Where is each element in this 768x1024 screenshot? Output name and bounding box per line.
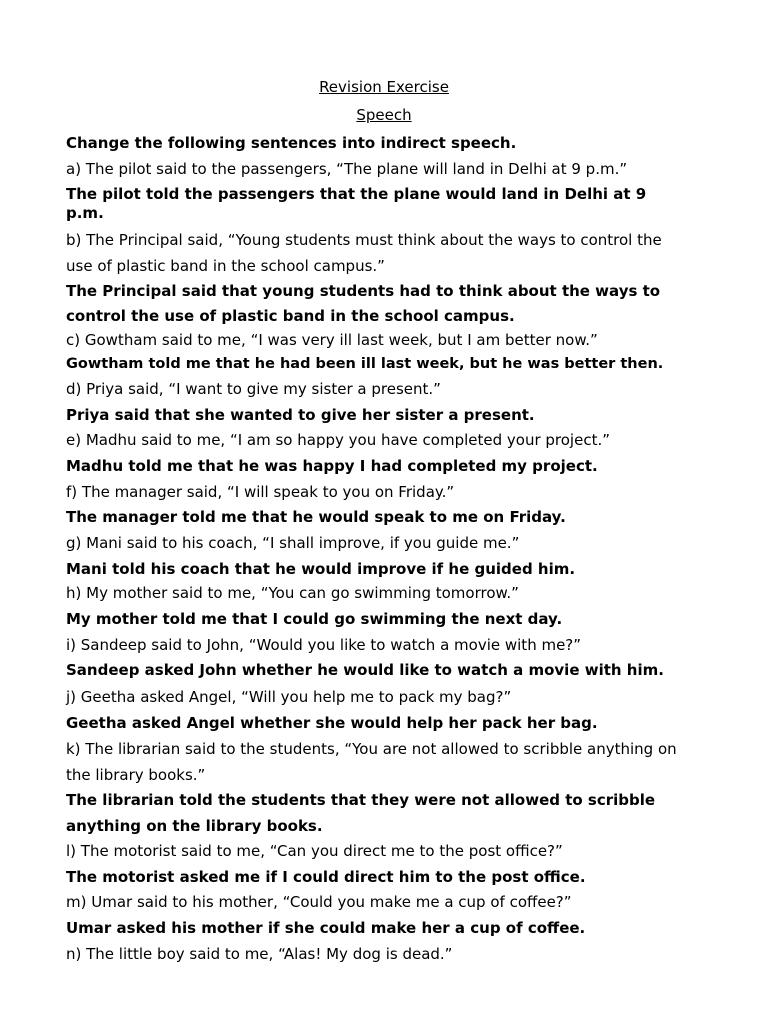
- answer-g: Mani told his coach that he would improve if he guided him.: [66, 560, 576, 578]
- answer-b-line-1: The Principal said that young students had to think about the ways to: [66, 282, 661, 300]
- question-a: a) The pilot said to the passengers, “The plane will land in Delhi at 9 p.m.”: [66, 160, 628, 178]
- question-g: g) Mani said to his coach, “I shall improve, if you guide me.”: [66, 534, 520, 552]
- question-m: m) Umar said to his mother, “Could you make me a cup of coffee?”: [66, 893, 572, 911]
- document-title: Revision Exercise: [319, 78, 449, 96]
- question-e: e) Madhu said to me, “I am so happy you have completed your project.”: [66, 431, 610, 449]
- question-b-line-2: use of plastic band in the school campus.”: [66, 257, 385, 275]
- question-f: f) The manager said, “I will speak to you on Friday.”: [66, 483, 455, 501]
- question-d: d) Priya said, “I want to give my sister a present.”: [66, 380, 441, 398]
- answer-h: My mother told me that I could go swimming the next day.: [66, 610, 563, 628]
- answer-m: Umar asked his mother if she could make her a cup of coffee.: [66, 919, 586, 937]
- question-c: c) Gowtham said to me, “I was very ill last week, but I am better now.”: [66, 331, 598, 349]
- answer-j: Geetha asked Angel whether she would help her pack her bag.: [66, 714, 598, 732]
- question-k-line-2: the library books.”: [66, 766, 206, 784]
- document-subtitle: Speech: [356, 106, 412, 124]
- question-j: j) Geetha asked Angel, “Will you help me to pack my bag?”: [66, 688, 512, 706]
- question-l: l) The motorist said to me, “Can you direct me to the post office?”: [66, 842, 563, 860]
- answer-c: Gowtham told me that he had been ill last week, but he was better then.: [66, 356, 664, 372]
- answer-k-line-1: The librarian told the students that they were not allowed to scribble: [66, 791, 656, 809]
- question-i: i) Sandeep said to John, “Would you like to watch a movie with me?”: [66, 636, 582, 654]
- question-n: n) The little boy said to me, “Alas! My dog is dead.”: [66, 945, 453, 963]
- question-h: h) My mother said to me, “You can go swimming tomorrow.”: [66, 584, 519, 602]
- answer-e: Madhu told me that he was happy I had completed my project.: [66, 457, 598, 475]
- answer-f: The manager told me that he would speak to me on Friday.: [66, 508, 566, 526]
- question-b-line-1: b) The Principal said, “Young students must think about the ways to control the: [66, 231, 662, 249]
- answer-k-line-2: anything on the library books.: [66, 817, 323, 835]
- answer-i: Sandeep asked John whether he would like to watch a movie with him.: [66, 661, 664, 679]
- answer-a-line-1: The pilot told the passengers that the plane would land in Delhi at 9: [66, 185, 647, 203]
- answer-l: The motorist asked me if I could direct him to the post office.: [66, 868, 586, 886]
- question-k-line-1: k) The librarian said to the students, “You are not allowed to scribble anything on: [66, 740, 677, 758]
- answer-b-line-2: control the use of plastic band in the school campus.: [66, 307, 515, 325]
- answer-d: Priya said that she wanted to give her sister a present.: [66, 406, 535, 424]
- answer-a-line-2: p.m.: [66, 204, 104, 222]
- instruction: Change the following sentences into indirect speech.: [66, 134, 517, 152]
